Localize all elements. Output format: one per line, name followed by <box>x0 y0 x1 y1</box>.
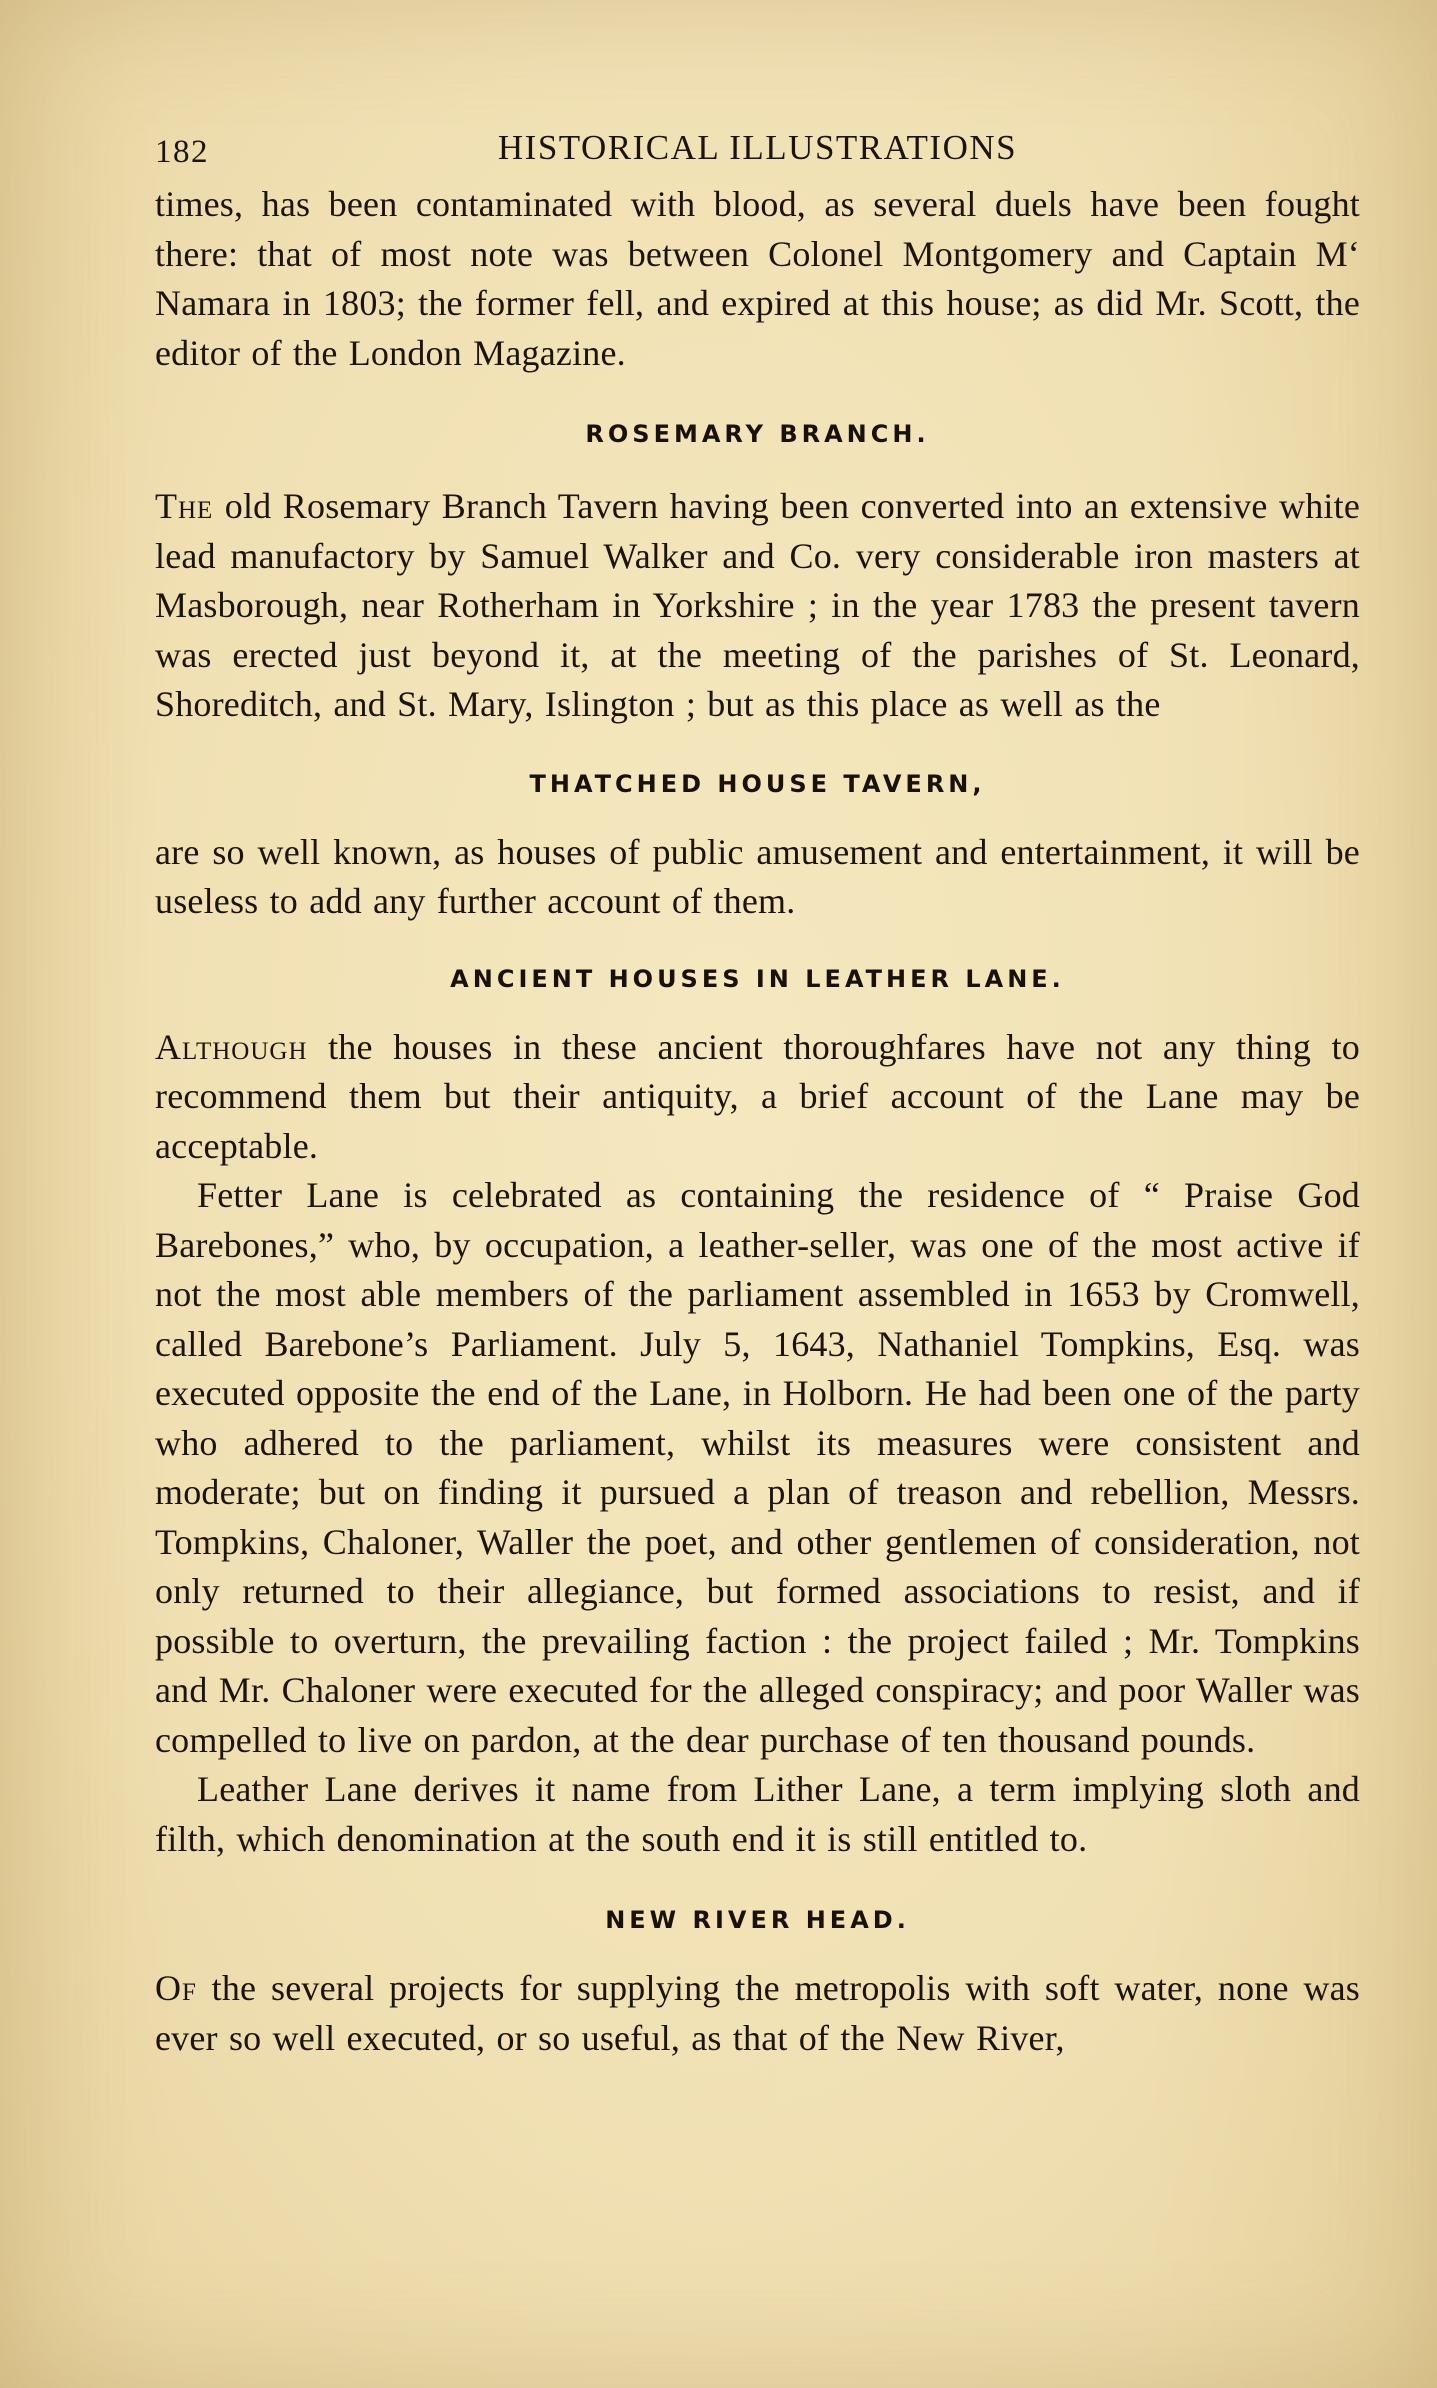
running-title: HISTORICAL ILLUSTRATIONS <box>497 128 1018 167</box>
paragraph-text: old Rosemary Branch Tavern having been converted into an extensive white lead manufactory by Samuel Walker and Co. very considerable iron masters at Masborough, near Rotherham in Yorkshire ; in the year 1783 the present tavern was erected just beyond it, at the meeting of the parishes of St. Leonard, Shoreditch, and St. Mary, Islington ; but as this place as well as the <box>155 486 1360 724</box>
page-number: 182 <box>155 134 209 170</box>
heading-rosemary-branch: ROSEMARY BRANCH. <box>585 420 930 448</box>
drop-lead-word: Although <box>155 1026 308 1067</box>
paragraph-leather-lane: Leather Lane derives it name from Lither Lane, a term implying sloth and filth, which denomination at the south end it is still entitled to. <box>155 1769 1360 1859</box>
paragraph-rosemary <box>155 482 1360 730</box>
heading-thatched-house-tavern: THATCHED HOUSE TAVERN, <box>529 769 986 798</box>
paragraph-thatched: are so well known, as houses of public amusement and entertainment, it will be useless to add any further account of them. <box>155 831 1360 921</box>
heading-ancient-houses: ANCIENT HOUSES IN LEATHER LANE. <box>450 964 1065 993</box>
paragraph-duels: times, has been contaminated with blood, as several duels have been fought there: that of most note was between Colonel Montgomery and Captain M‘ Namara in 1803; the former fell, and expired at this house; as did Mr. Scott, the editor of the London Magazine. <box>155 184 1360 373</box>
paragraph-text: the houses in these ancient thoroughfares have not any thing to recommend them but their antiquity, a brief account of the Lane may be acceptable. <box>155 1026 1360 1166</box>
text-block <box>155 120 1360 2063</box>
paragraph-text: the several projects for supplying the metropolis with soft water, none was ever so well executed, or so useful, as that of the New River, <box>155 1968 1360 2058</box>
paragraph-fetter-lane: Fetter Lane is celebrated as containing the residence of “ Praise God Barebones,” who, by occupation, a leather-seller, was one of the most active if not the most able members of the parliament assembled in 1653 by Cromwell, called Barebone’s Parliament. July 5, 1643, Nathaniel Tompkins, Esq. was executed opposite the end of the Lane, in Holborn. He had been one of the party who adhered to the parliament, whilst its measures were consistent and moderate; but on finding it pursued a plan of treason and rebellion, Messrs. Tompkins, Chaloner, Waller the poet, and other gentlemen of consideration, not only returned to their allegiance, but formed associations to resist, and if possible to overturn, the prevailing faction : the project failed ; Mr. Tompkins and Mr. Chaloner were executed for the alleged conspiracy; and poor Waller was compelled to live on pardon, at the dear purchase of ten thousand pounds. <box>155 1175 1360 1760</box>
drop-lead-word: The <box>155 486 214 526</box>
paragraph-new-river <box>155 1964 1360 2063</box>
drop-lead-word: Of <box>155 1968 197 2008</box>
running-head <box>155 120 1360 180</box>
heading-new-river-head: NEW RIVER HEAD. <box>605 1906 910 1934</box>
paragraph-leather-intro <box>155 1023 1360 1172</box>
